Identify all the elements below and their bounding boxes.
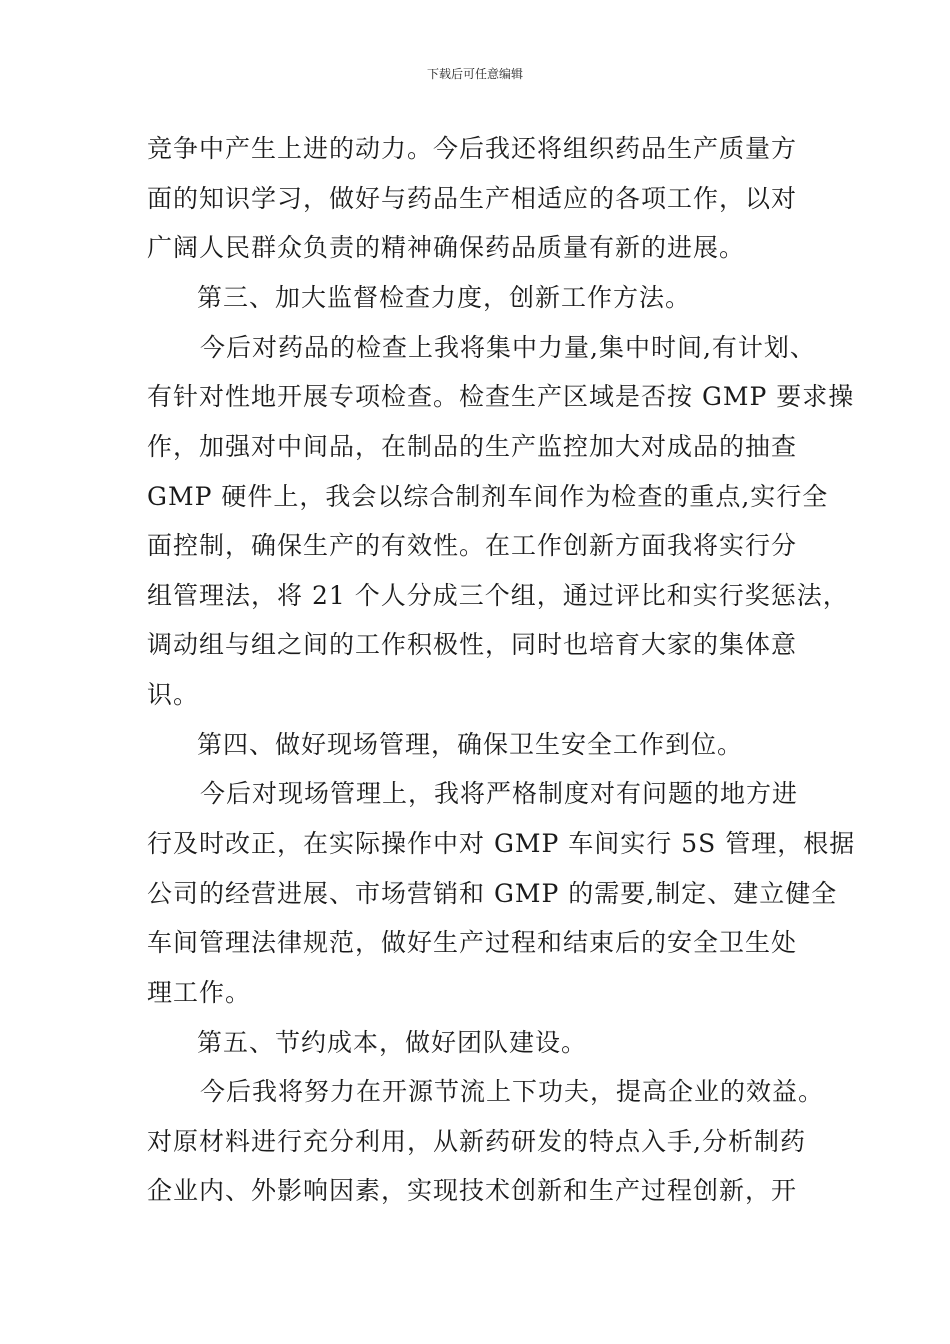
body-line: 竞争中产生上进的动力。今后我还将组织药品生产质量方 xyxy=(147,134,798,163)
paragraph-start: 今后对药品的检查上我将集中力量,集中时间,有计划、 xyxy=(200,333,816,362)
section-heading-3: 第三、加大监督检查力度，创新工作方法。 xyxy=(197,283,692,312)
paragraph-start: 今后对现场管理上，我将严格制度对有问题的地方进 xyxy=(200,779,799,808)
body-line: 有针对性地开展专项检查。检查生产区域是否按 GMP 要求操 xyxy=(147,382,855,411)
body-line: 面控制，确保生产的有效性。在工作创新方面我将实行分 xyxy=(147,531,798,560)
body-line: 广阔人民群众负责的精神确保药品质量有新的进展。 xyxy=(147,233,746,262)
body-line: 对原材料进行充分利用，从新药研发的特点入手,分析制药 xyxy=(147,1127,806,1156)
body-line: 行及时改正，在实际操作中对 GMP 车间实行 5S 管理，根据 xyxy=(147,829,856,858)
page-header-note: 下载后可任意编辑 xyxy=(426,67,523,81)
body-line: 作，加强对中间品，在制品的生产监控加大对成品的抽查 xyxy=(147,432,798,461)
body-line: GMP 硬件上，我会以综合制剂车间作为检查的重点,实行全 xyxy=(147,482,829,511)
body-line: 车间管理法律规范，做好生产过程和结束后的安全卫生处 xyxy=(147,928,798,957)
section-heading-5: 第五、节约成本，做好团队建设。 xyxy=(197,1028,588,1057)
body-line: 公司的经营进展、市场营销和 GMP 的需要,制定、建立健全 xyxy=(147,879,838,908)
body-line: 企业内、外影响因素，实现技术创新和生产过程创新，开 xyxy=(147,1176,798,1205)
body-line: 面的知识学习，做好与药品生产相适应的各项工作，以对 xyxy=(147,184,798,213)
body-line: 调动组与组之间的工作积极性，同时也培育大家的集体意 xyxy=(147,630,798,659)
body-line: 理工作。 xyxy=(147,978,252,1007)
section-heading-4: 第四、做好现场管理，确保卫生安全工作到位。 xyxy=(197,730,744,759)
paragraph-start: 今后我将努力在开源节流上下功夫，提高企业的效益。 xyxy=(200,1077,825,1106)
body-line: 识。 xyxy=(147,680,200,709)
body-line: 组管理法，将 21 个人分成三个组，通过评比和实行奖惩法， xyxy=(147,581,849,610)
